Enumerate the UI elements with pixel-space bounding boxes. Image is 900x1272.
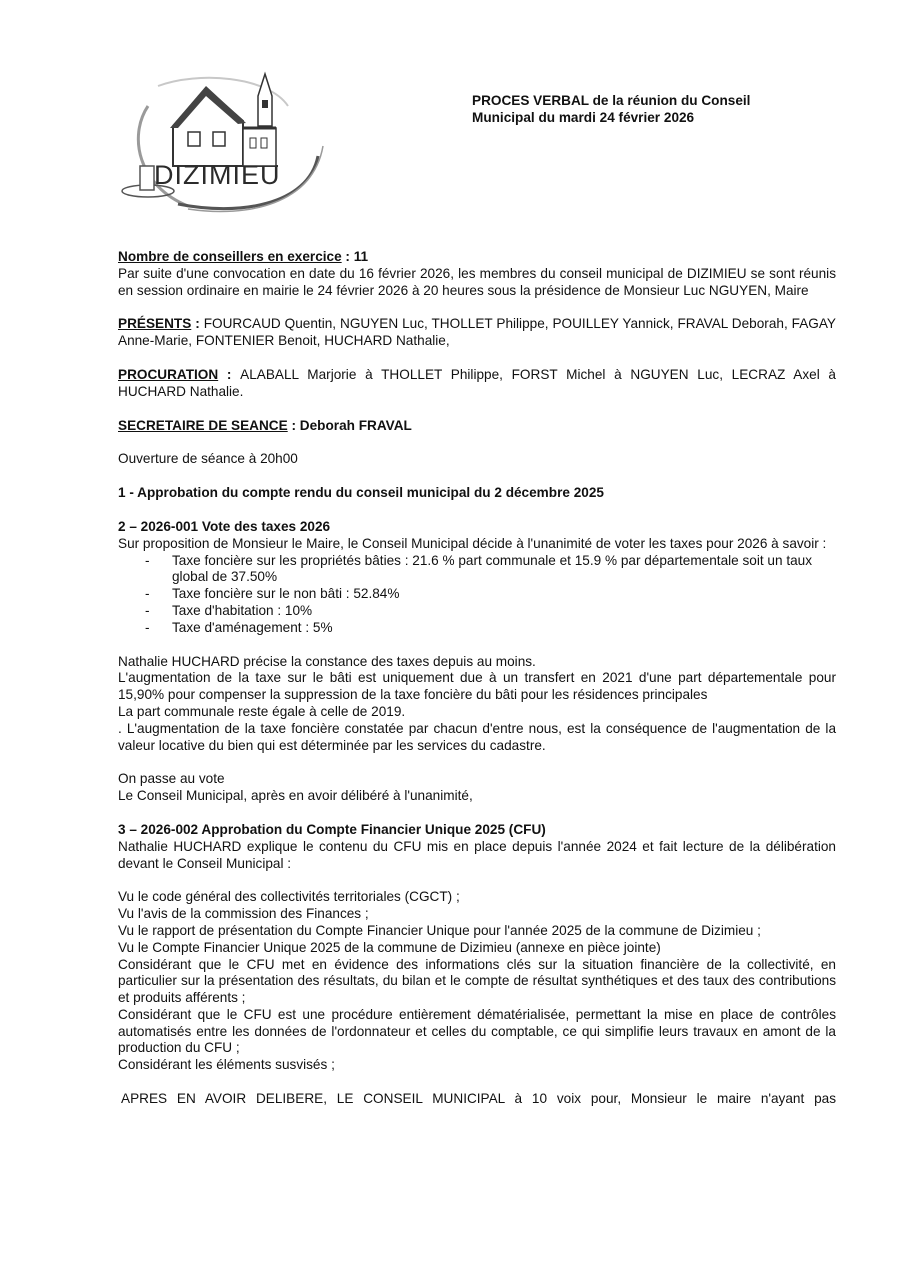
vu-rapport: Vu le rapport de présentation du Compte Financier Unique pour l'année 2025 de la commune de Dizimieu ; <box>118 922 761 938</box>
presents-sep: : <box>191 316 204 332</box>
dizimieu-logo <box>118 66 328 214</box>
vote-line: On passe au vote <box>118 771 225 787</box>
presents-list: FOURCAUD Quentin, NGUYEN Luc, THOLLET Philippe, POUILLEY Yannick, FRAVAL Deborah, FAGAY Anne-Marie, FONTENIER Benoit, HUCHARD Nathalie, <box>118 316 836 349</box>
document-body <box>118 249 836 1108</box>
considerant-2: Considérant que le CFU est une procédure entièrement dématérialisée, permettant la mise en place de contrôles automatisés entre les données de l'ordonnateur et celles du comptable, ce qui simplifie leurs travaux en amont de la production du CFU ; <box>118 1006 836 1056</box>
secretaire-label: SECRETAIRE DE SEANCE <box>118 417 288 433</box>
presents-paragraph <box>118 316 836 350</box>
procuration-label: PROCURATION <box>118 366 219 382</box>
logo-wordmark: DIZIMIEU <box>154 160 281 190</box>
procuration-list: ALABALL Marjorie à THOLLET Philippe, FORST Michel à NGUYEN Luc, LECRAZ Axel à HUCHARD Nathalie. <box>118 366 836 399</box>
conseillers-sep: : <box>341 249 354 264</box>
page-title: PROCES VERBAL de la réunion du Conseil Municipal du mardi 24 février 2026 <box>472 93 751 125</box>
section-2-intro: Sur proposition de Monsieur le Maire, le Conseil Municipal décide à l'unanimité de voter les taxes pour 2026 à savoir : <box>118 535 827 551</box>
conseillers-count: 11 <box>353 249 369 264</box>
conseillers-line <box>118 249 836 266</box>
ouverture-line: Ouverture de séance à 20h00 <box>118 451 298 467</box>
convocation-paragraph: Par suite d'une convocation en date du 16 février 2026, les membres du conseil municipal de DIZIMIEU se sont réunis en session ordinaire en mairie le 24 février 2026 à 20 heures sous la présidence de Monsieur Luc NGUYEN, Maire <box>118 265 836 298</box>
vu-commission: Vu l'avis de la commission des Finances ; <box>118 906 369 922</box>
section-2-title: 2 – 2026-001 Vote des taxes 2026 <box>118 518 331 534</box>
section-3-title: 3 – 2026-002 Approbation du Compte Financier Unique 2025 (CFU) <box>118 821 546 837</box>
deliberation-line: Le Conseil Municipal, après en avoir délibéré à l'unanimité, <box>118 788 473 804</box>
final-deliberation: APRES EN AVOIR DELIBERE, LE CONSEIL MUNICIPAL à 10 voix pour, Monsieur le maire n'ayant pas <box>121 1091 836 1107</box>
procuration-sep: : <box>218 366 241 382</box>
augmentation-paragraph: L'augmentation de la taxe sur le bâti est uniquement due à un transfert en 2021 d'une part départementale pour 15,90% pour compenser la suppression de la taxe foncière du bâti pour les résidences principales <box>118 670 836 703</box>
conseillers-label: Nombre de conseillers en exercice <box>118 249 342 264</box>
taxes-list <box>118 553 836 637</box>
valeur-locative-paragraph: . L'augmentation de la taxe foncière constatée par chacun d'entre nous, est la conséquence de l'augmentation de la valeur locative du bien qui est déterminée par les services du cadastre. <box>118 720 836 753</box>
vu-cgct: Vu le code général des collectivités territoriales (CGCT) ; <box>118 889 460 905</box>
list-item: - Taxe foncière sur le non bâti : 52.84% <box>118 586 836 603</box>
secretaire-sep: : <box>287 417 300 433</box>
list-item: - Taxe foncière sur les propriétés bâties : 21.6 % part communale et 15.9 % par départementale soit un taux global de 37.50% <box>118 553 836 587</box>
list-item: - Taxe d'aménagement : 5% <box>118 620 836 637</box>
section-3-intro: Nathalie HUCHARD explique le contenu du CFU mis en place depuis l'année 2024 et fait lecture de la délibération devant le Conseil Municipal : <box>118 838 836 871</box>
secretaire-name: Deborah FRAVAL <box>299 417 412 433</box>
secretaire-line <box>118 418 836 435</box>
considerant-1: Considérant que le CFU met en évidence des informations clés sur la situation financière de la collectivité, en particulier sur la présentation des résultats, du bilan et le compte de résultat synthétiques et des taux des contributions et produits afférents ; <box>118 956 836 1006</box>
section-1-title: 1 - Approbation du compte rendu du conseil municipal du 2 décembre 2025 <box>118 485 604 501</box>
part-communale-line: La part communale reste égale à celle de 2019. <box>118 703 406 719</box>
considerant-3: Considérant les éléments susvisés ; <box>118 1057 335 1073</box>
huchard-note: Nathalie HUCHARD précise la constance des taxes depuis au moins. <box>118 653 536 669</box>
list-item: - Taxe d'habitation : 10% <box>118 603 836 620</box>
presents-label: PRÉSENTS <box>118 316 192 332</box>
procuration-paragraph <box>118 367 836 401</box>
vu-cfu: Vu le Compte Financier Unique 2025 de la commune de Dizimieu (annexe en pièce jointe) <box>118 939 661 955</box>
